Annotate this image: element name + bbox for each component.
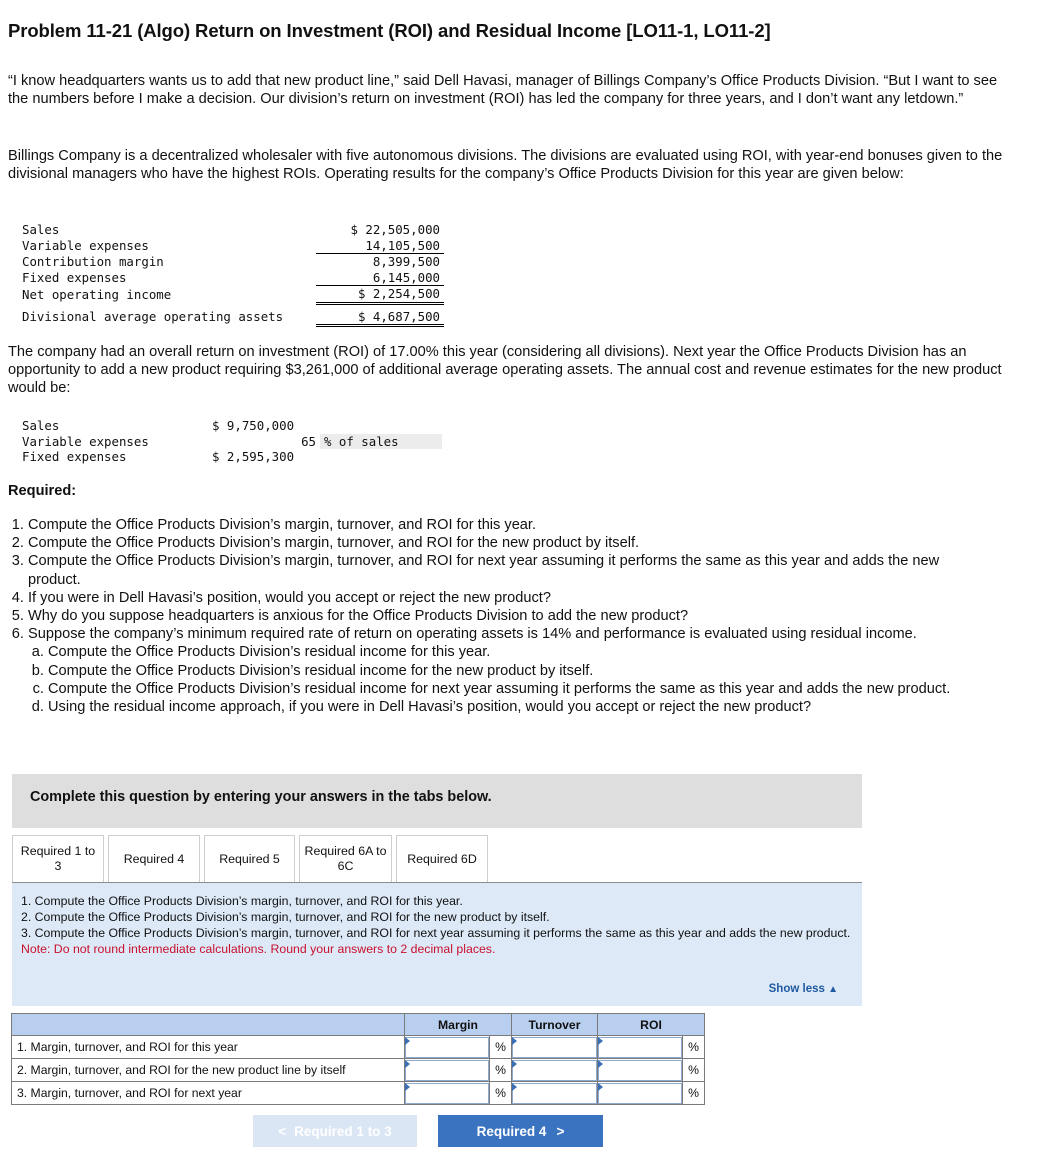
percent-sign: % [490, 1082, 512, 1105]
requirement-text: Why do you suppose headquarters is anxious for the Office Products Division to add the new product? [28, 608, 689, 625]
instruction-line: 1. Compute the Office Products Division’s margin, turnover, and ROI for this year. [21, 894, 463, 908]
header-blank [12, 1014, 405, 1036]
new-product-row [18, 418, 442, 434]
requirement-item [28, 607, 958, 625]
row-label: Fixed expenses [22, 269, 127, 285]
sub-requirement-item [48, 662, 958, 680]
roi-input-cell [598, 1036, 683, 1059]
instruction-line: 3. Compute the Office Products Division’s margin, turnover, and ROI for next year assuming it performs the same as this year and adds the new product. [21, 926, 851, 940]
input-marker-icon [598, 1037, 603, 1045]
percent-sign: % [683, 1036, 705, 1059]
requirement-item [28, 589, 958, 607]
percent-sign: % [490, 1059, 512, 1082]
requirement-item [28, 516, 958, 534]
margin-input-row-2[interactable] [405, 1060, 489, 1081]
operating-results-table [18, 222, 444, 327]
instructions-text [21, 893, 851, 957]
intro-paragraph: “I know headquarters wants us to add that new product line,” said Dell Havasi, manager of Billings Company’s Office Products Division. “But I want to see the numbers before I make a decision. Our division’s return on investment (ROI) has led the company for three years, and I don’t want any letdown.” [8, 73, 998, 108]
sub-requirement-item [48, 698, 958, 716]
sub-requirement-text: Compute the Office Products Division’s residual income for this year. [48, 644, 491, 661]
tab-required-4[interactable]: Required 4 [108, 835, 200, 882]
turnover-input-row-1[interactable] [512, 1037, 597, 1058]
company-paragraph: Billings Company is a decentralized wholesaler with five autonomous divisions. The divisions are evaluated using ROI, with year-end bonuses given to the divisional managers who have the highest ROIs. Operating results for the company’s Office Products Division for this year are given below: [8, 148, 1003, 183]
row-value: 6,145,000 [316, 270, 444, 286]
row-value: 14,105,500 [316, 238, 444, 254]
row-label: Contribution margin [22, 253, 164, 269]
requirement-tabs [12, 835, 488, 883]
chevron-right-icon: > [556, 1123, 565, 1139]
chevron-left-icon: < [278, 1123, 287, 1139]
turnover-input-cell [512, 1059, 598, 1082]
answer-row [12, 1082, 705, 1105]
operating-results-row [18, 270, 444, 286]
triangle-up-icon: ▲ [828, 984, 838, 995]
input-marker-icon [405, 1037, 410, 1045]
row-suffix [320, 449, 442, 465]
row-value: $ 9,750,000 [212, 418, 295, 433]
operating-results-row [18, 238, 444, 254]
row-label: Variable expenses [22, 433, 149, 449]
roi-input-row-2[interactable] [598, 1060, 682, 1081]
answer-row-label: 1. Margin, turnover, and ROI for this year [12, 1036, 405, 1059]
show-less-label: Show less [768, 983, 825, 995]
row-value: 65 [301, 433, 316, 449]
requirement-item [28, 625, 958, 716]
new-product-table [18, 418, 442, 465]
row-label: Fixed expenses [22, 449, 127, 464]
turnover-input-cell [512, 1082, 598, 1105]
operating-results-row [18, 286, 444, 304]
sub-requirement-item [48, 643, 958, 661]
requirement-text: Compute the Office Products Division’s margin, turnover, and ROI for the new product by itself. [28, 535, 640, 552]
row-label: Variable expenses [22, 237, 149, 253]
panel-heading: Complete this question by entering your answers in the tabs below. [30, 789, 492, 805]
margin-input-row-3[interactable] [405, 1083, 489, 1104]
percent-sign: % [683, 1059, 705, 1082]
answer-row [12, 1059, 705, 1082]
new-product-row [18, 449, 442, 465]
answer-table-header [12, 1014, 705, 1036]
tab-required-6a-to-6c[interactable]: Required 6A to 6C [299, 835, 392, 882]
operating-results-row [18, 222, 444, 238]
header-roi: ROI [598, 1014, 705, 1036]
input-marker-icon [512, 1060, 517, 1068]
row-label: Sales [22, 418, 60, 433]
answer-row-label: 2. Margin, turnover, and ROI for the new product line by itself [12, 1059, 405, 1082]
instruction-line: 2. Compute the Office Products Division’s margin, turnover, and ROI for the new product by itself. [21, 910, 550, 924]
row-suffix [320, 418, 442, 434]
answer-table [11, 1013, 705, 1105]
answer-row [12, 1036, 705, 1059]
percent-sign: % [490, 1036, 512, 1059]
sub-requirements-list [28, 643, 958, 716]
roi-input-cell [598, 1082, 683, 1105]
requirement-item [28, 552, 958, 588]
previous-button-label: Required 1 to 3 [294, 1123, 392, 1139]
row-value: $ 22,505,000 [350, 222, 440, 237]
input-marker-icon [512, 1083, 517, 1091]
row-label: Net operating income [22, 286, 172, 302]
requirements-list [8, 516, 958, 716]
requirement-item [28, 534, 958, 552]
show-less-link[interactable] [769, 983, 838, 995]
requirement-text: If you were in Dell Havasi’s position, would you accept or reject the new product? [28, 589, 551, 606]
rounding-note: Note: Do not round intermediate calculations. Round your answers to 2 decimal places. [21, 942, 496, 956]
operating-results-row [18, 303, 444, 326]
answer-row-label: 3. Margin, turnover, and ROI for next year [12, 1082, 405, 1105]
margin-input-row-1[interactable] [405, 1037, 489, 1058]
sub-requirement-item [48, 680, 958, 698]
sub-requirement-text: Using the residual income approach, if you were in Dell Havasi’s position, would you accept or reject the new product? [48, 699, 812, 716]
margin-input-cell [405, 1059, 490, 1082]
turnover-input-row-2[interactable] [512, 1060, 597, 1081]
requirement-text: Compute the Office Products Division’s margin, turnover, and ROI for this year. [28, 517, 537, 533]
requirement-text: Compute the Office Products Division’s margin, turnover, and ROI for next year assuming it performs the same as this year and adds the new product. [28, 553, 940, 588]
new-product-row [18, 434, 442, 450]
percent-sign: % [683, 1082, 705, 1105]
row-value: $ 2,595,300 [212, 449, 295, 464]
header-turnover: Turnover [512, 1014, 598, 1036]
input-marker-icon [405, 1060, 410, 1068]
previous-button[interactable] [253, 1115, 417, 1147]
turnover-input-cell [512, 1036, 598, 1059]
row-suffix: % of sales [320, 434, 442, 450]
margin-input-cell [405, 1082, 490, 1105]
row-value: $ 2,254,500 [316, 286, 444, 304]
roi-input-cell [598, 1059, 683, 1082]
row-label: Divisional average operating assets [22, 308, 284, 324]
tab-required-5[interactable]: Required 5 [204, 835, 295, 882]
next-button-label: Required 4 [476, 1123, 547, 1139]
next-button[interactable] [438, 1115, 603, 1147]
input-marker-icon [405, 1083, 410, 1091]
sub-requirement-text: Compute the Office Products Division’s residual income for the new product by itself. [48, 662, 594, 679]
roi-input-row-1[interactable] [598, 1037, 682, 1058]
input-marker-icon [512, 1037, 517, 1045]
overall-roi-paragraph: The company had an overall return on investment (ROI) of 17.00% this year (considering all divisions). Next year the Office Products Division has an opportunity to add a new product requiring $3,261,000 of additional average operating assets. The annual cost and revenue estimates for the new product would be: [8, 344, 1002, 397]
row-value: $ 4,687,500 [316, 303, 444, 326]
problem-title: Problem 11-21 (Algo) Return on Investment (ROI) and Residual Income [LO11-1, LO11-2] [8, 20, 771, 41]
row-label: Sales [22, 222, 60, 237]
tab-required-6d[interactable]: Required 6D [396, 835, 488, 882]
instructions-panel [12, 883, 862, 1006]
operating-results-row [18, 254, 444, 270]
input-marker-icon [598, 1060, 603, 1068]
answer-panel-header [12, 774, 862, 828]
required-heading: Required: [8, 483, 77, 499]
requirement-text: Suppose the company’s minimum required rate of return on operating assets is 14% and performance is evaluated using residual income. [28, 626, 917, 643]
sub-requirement-text: Compute the Office Products Division’s residual income for next year assuming it performs the same as this year and adds the new product. [48, 680, 951, 697]
tab-required-1-to-3[interactable]: Required 1 to 3 [12, 835, 104, 882]
header-margin: Margin [405, 1014, 512, 1036]
row-value: 8,399,500 [372, 254, 440, 269]
roi-input-row-3[interactable] [598, 1083, 682, 1104]
margin-input-cell [405, 1036, 490, 1059]
input-marker-icon [598, 1083, 603, 1091]
turnover-input-row-3[interactable] [512, 1083, 597, 1104]
